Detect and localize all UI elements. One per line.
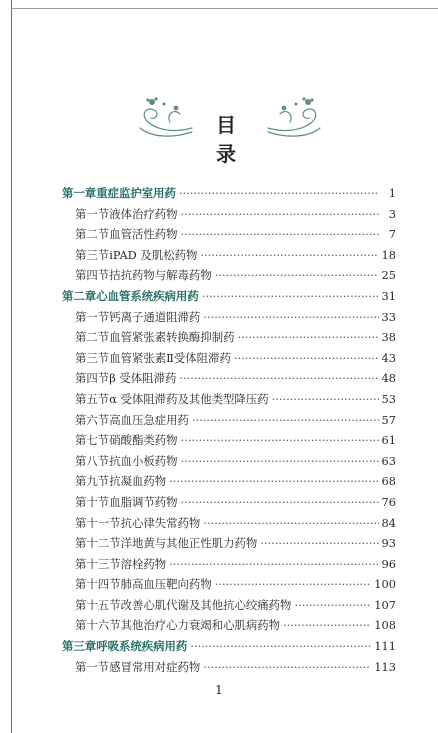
toc-entry-page: 38 (381, 330, 396, 345)
toc-chapter-entry[interactable] (62, 185, 396, 206)
toc-entry-title: 高血压急症用药 (109, 412, 189, 427)
toc-entry-number: 第八节 (75, 453, 110, 468)
toc-entry-title: 血管紧张素转换酶抑制药 (109, 330, 235, 345)
toc-section-entry[interactable] (62, 473, 396, 494)
toc-entry-title: 抗心律失常药物 (120, 515, 201, 530)
toc-section-entry[interactable] (62, 453, 396, 474)
toc-entry-title: 洋地黄与其他正性肌力药物 (120, 536, 258, 551)
toc-entry-page: 48 (381, 371, 396, 386)
dot-leader (169, 474, 378, 488)
toc-entry-page: 61 (381, 433, 396, 448)
toc-entry-title: 改善心肌代谢及其他抗心绞痛药物 (120, 597, 292, 612)
toc-entry-page: 76 (381, 494, 396, 509)
dot-leader (234, 351, 379, 365)
toc-title: 目 录 (216, 113, 248, 166)
toc-section-entry[interactable] (62, 391, 396, 412)
dot-leader (272, 392, 379, 406)
toc-entry-page: 1 (388, 186, 396, 200)
toc-section-entry[interactable] (62, 350, 396, 371)
dot-leader (283, 618, 371, 632)
toc-section-entry[interactable] (62, 556, 396, 577)
dot-leader (179, 186, 379, 200)
toc-entry-page: 107 (374, 597, 396, 612)
toc-section-entry[interactable] (62, 494, 396, 515)
toc-section-entry[interactable] (62, 329, 396, 350)
toc-entry-number: 第七节 (75, 433, 110, 448)
toc-entry-title: α 受体阻滞药及其他类型降压药 (109, 391, 269, 406)
toc-entry-page: 100 (374, 577, 396, 592)
toc-entry-number: 第十五节 (75, 597, 121, 612)
binding-margin-line (11, 0, 12, 733)
toc-entry-title: 溶栓药物 (120, 556, 167, 571)
toc-entry-number: 第六节 (75, 412, 110, 427)
toc-entry-page: 7 (388, 227, 396, 242)
toc-entry-title: 血管紧张素Ⅱ受体阻滞药 (109, 350, 231, 365)
toc-section-entry[interactable] (62, 412, 396, 433)
toc-entry-number: 第十三节 (75, 556, 121, 571)
toc-entry-page: 3 (388, 206, 396, 221)
toc-section-entry[interactable] (62, 515, 396, 536)
toc-entry-page: 33 (381, 309, 396, 324)
toc-entry-title: 重症监护室用药 (96, 186, 176, 200)
toc-entry-page: 111 (374, 639, 396, 654)
toc-entry-number: 第一节 (75, 309, 110, 324)
toc-entry-page: 53 (381, 391, 396, 406)
toc-entry-number: 第三章 (62, 639, 97, 654)
toc-entry-page: 25 (381, 268, 396, 283)
toc-entry-number: 第二节 (75, 330, 110, 345)
dot-leader (200, 248, 378, 262)
toc-entry-title: 其他治疗心力衰竭和心肌病药物 (120, 618, 281, 633)
toc-section-entry[interactable] (62, 617, 396, 638)
toc-section-entry[interactable] (62, 247, 396, 268)
toc-section-entry[interactable] (62, 535, 396, 556)
dot-leader (215, 268, 379, 282)
toc-entry-number: 第一节 (75, 659, 110, 674)
toc-entry-page: 63 (381, 453, 396, 468)
toc-section-entry[interactable] (62, 597, 396, 618)
toc-entry-page: 96 (381, 556, 396, 571)
toc-entry-number: 第九节 (75, 474, 110, 489)
dot-leader (238, 330, 379, 344)
toc-entry-number: 第十二节 (75, 536, 121, 551)
toc-section-entry[interactable] (62, 659, 396, 680)
dot-leader (181, 227, 379, 241)
toc-entry-number: 第二节 (75, 227, 110, 242)
dot-leader (179, 371, 378, 385)
toc-entry-title: iPAD 及肌松药物 (109, 247, 198, 262)
toc-section-entry[interactable] (62, 432, 396, 453)
dot-leader (203, 660, 371, 674)
table-of-contents (62, 185, 396, 679)
toc-entry-number: 第十六节 (75, 618, 121, 633)
toc-section-entry[interactable] (62, 206, 396, 227)
toc-section-entry[interactable] (62, 370, 396, 391)
toc-entry-number: 第一节 (75, 206, 110, 221)
toc-entry-page: 31 (381, 288, 396, 303)
toc-heading (130, 92, 330, 166)
toc-entry-page: 84 (381, 515, 396, 530)
toc-section-entry[interactable] (62, 576, 396, 597)
dot-leader (181, 433, 379, 447)
toc-entry-page: 93 (381, 536, 396, 551)
toc-entry-number: 第一章 (62, 186, 97, 200)
toc-entry-number: 第三节 (75, 247, 110, 262)
dot-leader (203, 310, 378, 324)
toc-entry-title: 液体治疗药物 (109, 206, 178, 221)
toc-entry-page: 57 (381, 412, 396, 427)
toc-entry-title: 抗血小板药物 (109, 453, 178, 468)
toc-section-entry[interactable] (62, 267, 396, 288)
dot-leader (192, 413, 379, 427)
toc-entry-number: 第十节 (75, 494, 110, 509)
dot-leader (203, 516, 378, 530)
dot-leader (181, 495, 379, 509)
dot-leader (181, 454, 379, 468)
toc-entry-page: 113 (374, 659, 396, 674)
toc-entry-number: 第十一节 (75, 515, 121, 530)
toc-entry-title: β 受体阻滞药 (109, 371, 177, 386)
toc-entry-title: 拮抗药物与解毒药物 (109, 268, 212, 283)
dot-leader (190, 639, 371, 653)
toc-entry-page: 108 (374, 618, 396, 633)
toc-chapter-entry[interactable] (62, 288, 396, 309)
toc-entry-title: 抗凝血药物 (109, 474, 167, 489)
page-top-border (11, 8, 438, 9)
page-number: 1 (215, 683, 223, 697)
toc-entry-number: 第四节 (75, 268, 110, 283)
toc-chapter-entry[interactable] (62, 638, 396, 659)
toc-section-entry[interactable] (62, 226, 396, 247)
toc-entry-title: 心血管系统疾病用药 (96, 288, 199, 303)
toc-entry-title: 感冒常用对症药物 (109, 659, 201, 674)
dot-leader (260, 536, 378, 550)
dot-leader (202, 289, 379, 303)
toc-entry-page: 18 (381, 247, 396, 262)
dot-leader (215, 577, 372, 591)
toc-entry-number: 第三节 (75, 350, 110, 365)
toc-entry-number: 第十四节 (75, 577, 121, 592)
dot-leader (181, 207, 379, 221)
toc-entry-page: 68 (381, 474, 396, 489)
toc-entry-number: 第四节 (75, 371, 110, 386)
toc-entry-title: 血管活性药物 (109, 227, 178, 242)
toc-entry-title: 肺高血压靶向药物 (120, 577, 212, 592)
dot-leader (169, 557, 378, 571)
toc-entry-title: 硝酸酯类药物 (109, 433, 178, 448)
toc-entry-title: 钙离子通道阻滞药 (109, 309, 201, 324)
toc-entry-title: 呼吸系统疾病用药 (96, 639, 188, 654)
dot-leader (294, 598, 371, 612)
toc-section-entry[interactable] (62, 309, 396, 330)
toc-entry-number: 第二章 (62, 288, 97, 303)
toc-entry-page: 43 (381, 350, 396, 365)
toc-entry-number: 第五节 (75, 391, 110, 406)
toc-entry-title: 血脂调节药物 (109, 494, 178, 509)
